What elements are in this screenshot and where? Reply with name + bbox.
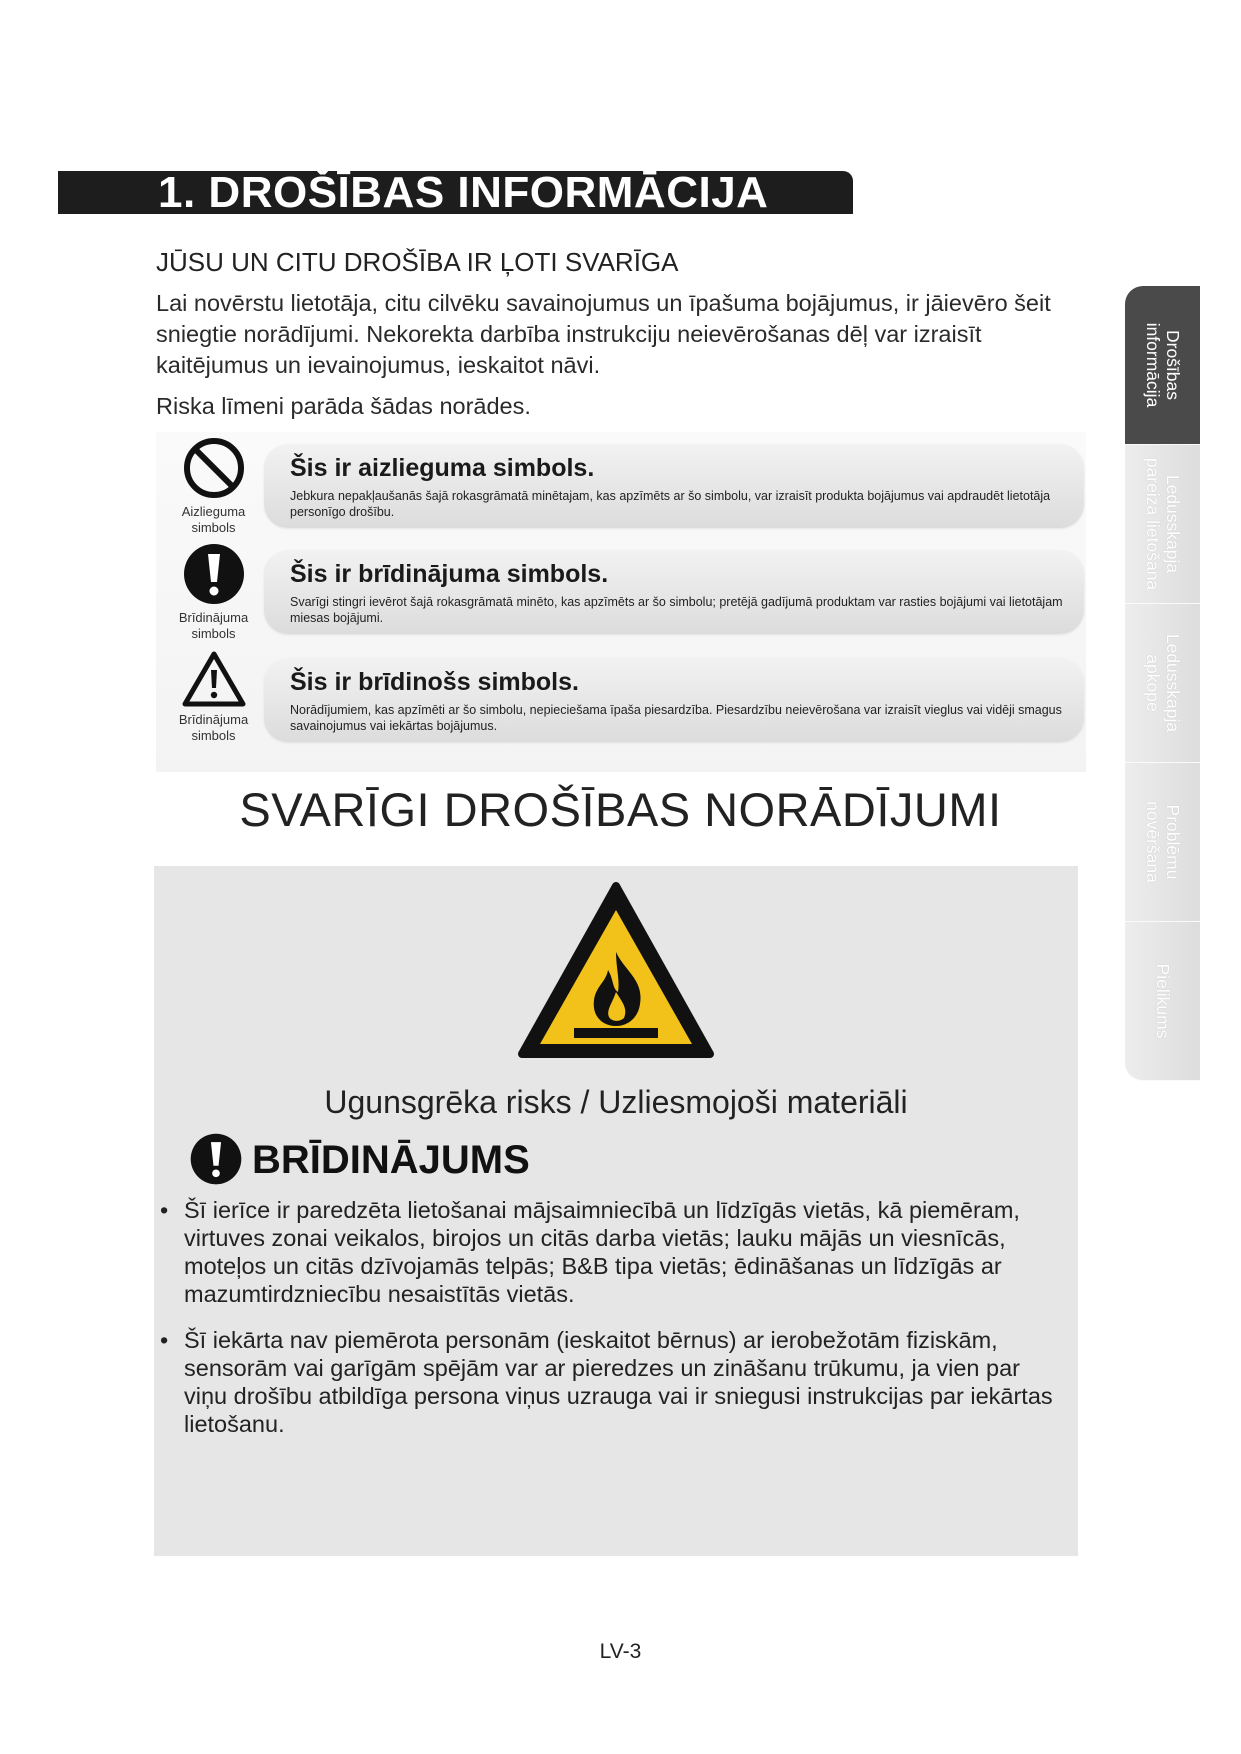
page-number: LV-3 (599, 1640, 642, 1663)
warning-list (158, 1196, 1068, 1456)
symbol-title: Šis ir brīdinājuma simbols. (290, 560, 609, 588)
symbol-title: Šis ir aizlieguma simbols. (290, 454, 595, 482)
symbol-icon-cell (166, 436, 261, 535)
list-item: • Šī iekārta nav piemērota personām (ieskaitot bērnus) ar ierobežotām fiziskām, sensorām vai garīgām spējām var ar pieredzes un zināšanu trūkumu, ja vien par viņu drošību atbildīga persona viņus uzrauga vai ir sniegusi instrukcijas par iekārtas lietošanu. (158, 1326, 1068, 1438)
tab-label: Ledusskapja apkope (1142, 633, 1183, 733)
warning-triangle-icon (182, 650, 246, 708)
list-item: • Šī ierīce ir paredzēta lietošanai mājsaimniecībā un līdzīgās vietās, kā piemēram, virtuves zonai veikalos, birojos un citās darba vietās; lauku mājās un viesnīcās, moteļos un citās dzīvojamās telpās; B&B tipa vietās; ēdināšanas un līdzīgās ar mazumtirdzniecību nesaistītās vietās. (158, 1196, 1068, 1308)
symbol-legend (156, 432, 1086, 772)
symbol-icon-cell (166, 650, 261, 746)
intro-paragraph: Lai novērstu lietotāja, citu cilvēku savainojumus un īpašuma bojājumus, ir jāievēro šeit sniegtie norādījumi. Nekorekta darbība instrukciju neievērošanas dēļ var izraisīt kaitējumus un ievainojumus, ieskaitot nāvi. (156, 290, 1051, 378)
section-title: 1. DROŠĪBAS INFORMĀCIJA (158, 168, 769, 217)
exclamation-icon (189, 1132, 243, 1186)
symbol-description-box (264, 550, 1084, 634)
tab-ledusskapja-apkope[interactable] (1125, 604, 1200, 763)
symbol-description-box (264, 658, 1084, 742)
tab-label: Ledusskapja pareiza lietošana (1142, 457, 1183, 591)
tab-problemu-noversana[interactable] (1125, 763, 1200, 922)
tab-ledusskapja-pareiza-lietosana[interactable] (1125, 445, 1200, 604)
risk-note: Riska līmeni parāda šādas norādes. (156, 393, 531, 419)
tab-pielikums[interactable] (1125, 922, 1200, 1081)
symbol-description: Svarīgi stingri ievērot šajā rokasgrāmatā minēto, kas apzīmēts ar šo simbolu; pretējā gadījumā produktam var rasties bojājumi vai lietotājam miesas bojājumi. (290, 595, 1063, 625)
tab-label: Pielikums (1152, 963, 1173, 1039)
side-tabs (1125, 286, 1200, 1081)
important-safety-title: SVARĪGI DROŠĪBAS NORĀDĪJUMI (239, 783, 1002, 836)
symbol-title: Šis ir brīdinošs simbols. (290, 668, 579, 696)
symbol-row-prohibition (156, 436, 1086, 535)
symbol-caption: Brīdinājuma simbols (178, 610, 249, 641)
symbol-caption: Brīdinājuma simbols (178, 712, 249, 743)
symbol-caption: Aizlieguma simbols (181, 504, 246, 535)
tab-drosibas-informacija[interactable] (1125, 286, 1200, 445)
symbol-icon-cell (166, 542, 261, 641)
tab-label: Problēmu novēršana (1142, 801, 1183, 883)
warning-label: BRĪDINĀJUMS (252, 1138, 530, 1182)
warning-panel (154, 866, 1078, 1556)
flammable-hazard-icon (516, 880, 716, 1062)
hazard-caption: Ugunsgrēka risks / Uzliesmojoši materiāli (324, 1084, 908, 1120)
exclamation-icon (182, 542, 246, 606)
prohibition-icon (182, 436, 246, 500)
symbol-row-caution (156, 650, 1086, 746)
symbol-description: Norādījumiem, kas apzīmēti ar šo simbolu, nepieciešama īpaša piesardzība. Piesardzību neievērošana var izraisīt vieglus vai vidēji smagus savainojumus vai iekārtas bojājumus. (290, 703, 1062, 733)
symbol-description-box (264, 444, 1084, 528)
tab-label: Drošības informācija (1142, 322, 1183, 408)
symbol-row-warning (156, 542, 1086, 641)
subheading: JŪSU UN CITU DROŠĪBA IR ĻOTI SVARĪGA (156, 247, 679, 277)
intro-text (156, 288, 1086, 422)
symbol-description: Jebkura nepakļaušanās šajā rokasgrāmatā minētajam, kas apzīmēts ar šo simbolu, var izraisīt produkta bojājumus vai apdraudēt lietotāja personīgo drošību. (290, 489, 1051, 519)
section-header-bar (58, 168, 853, 217)
